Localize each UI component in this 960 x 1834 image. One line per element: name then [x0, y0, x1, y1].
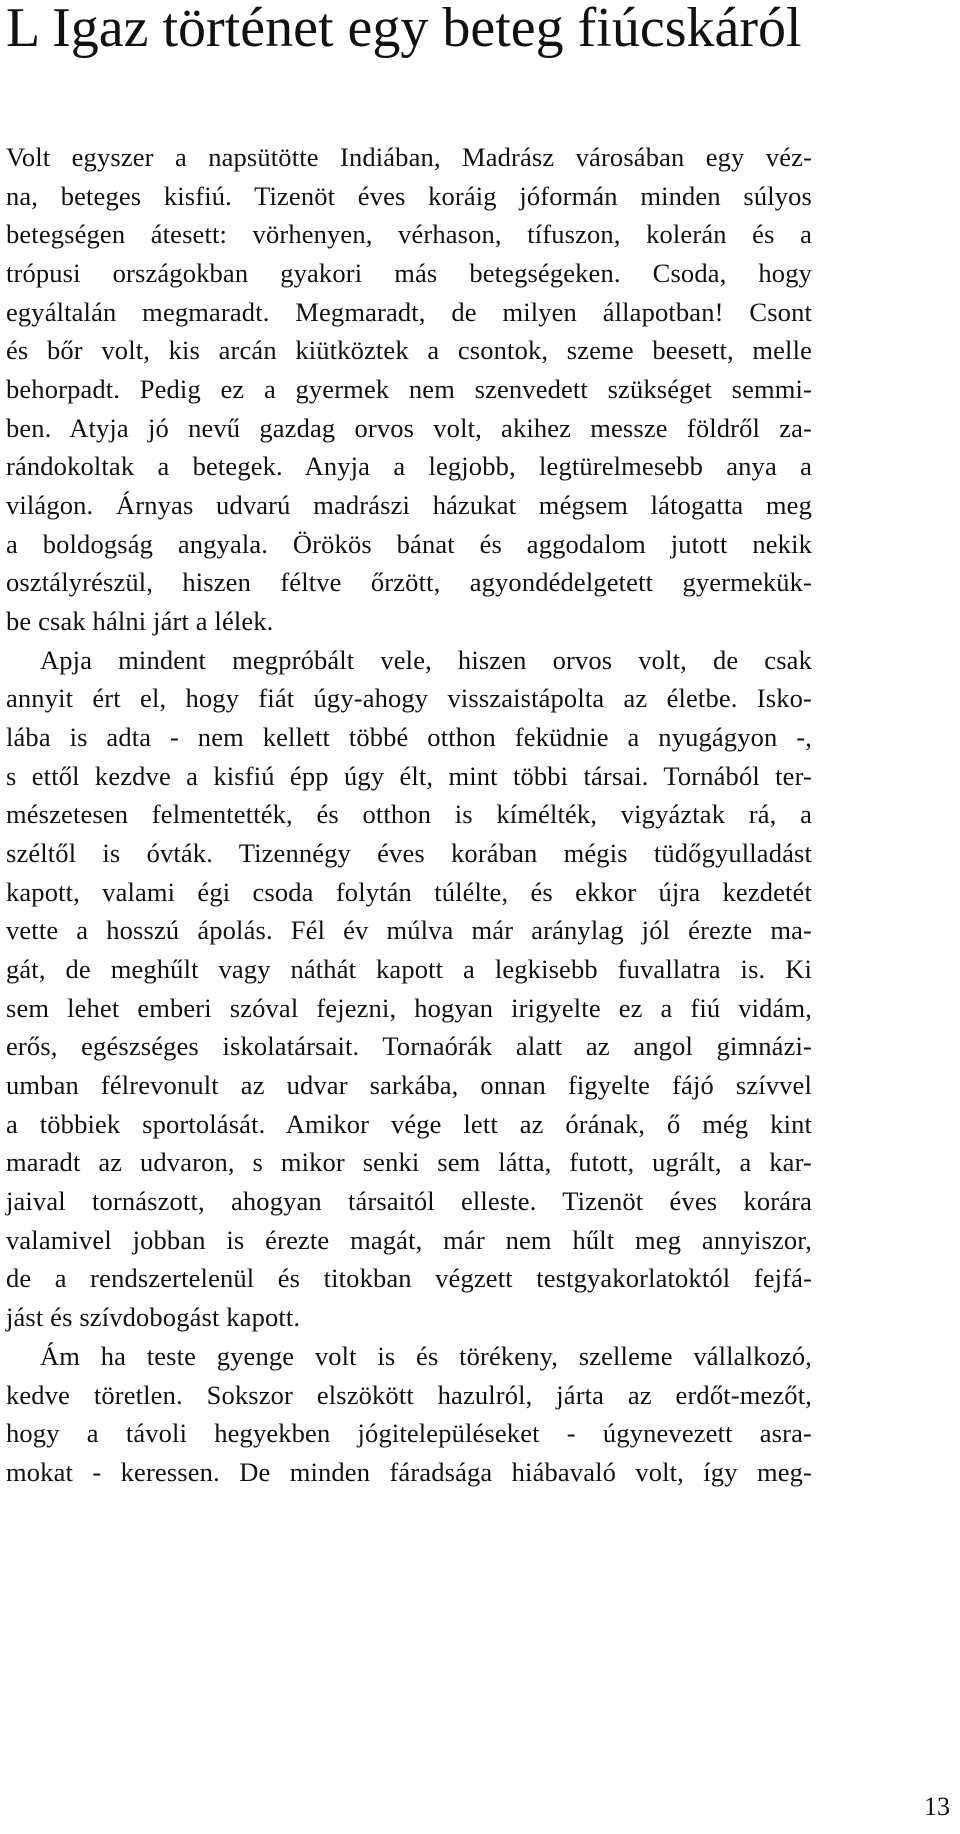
page-number: 13: [924, 1792, 950, 1821]
text-line: osztályrészül, hiszen féltve őrzött, agyondédelgetett gyermekük-: [6, 567, 812, 598]
text-line: mészetesen felmentették, és otthon is kímélték, vigyáztak rá, a: [6, 799, 812, 830]
text-line: kedve töretlen. Sokszor elszökött hazulról, járta az erdőt-mezőt,: [6, 1379, 812, 1410]
text-line: széltől is óvták. Tizennégy éves korában mégis tüdőgyulladást: [6, 838, 812, 869]
text-line: vette a hosszú ápolás. Fél év múlva már aránylag jól érezte ma-: [6, 915, 812, 946]
text-line: egyáltalán megmaradt. Megmaradt, de milyen állapotban! Csont: [6, 296, 812, 327]
text-line: sem lehet emberi szóval fejezni, hogyan irigyelte ez a fiú vidám,: [6, 992, 812, 1023]
body-text: [6, 138, 812, 1492]
text-line: s ettől kezdve a kisfiú épp úgy élt, mint többi társai. Tornából ter-: [6, 760, 812, 791]
text-line: Volt egyszer a napsütötte Indiában, Madrász városában egy véz-: [6, 142, 812, 172]
text-line: lába is adta - nem kellett többé otthon feküdnie a nyugágyon -,: [6, 722, 812, 753]
text-line: rándokoltak a betegek. Anyja a legjobb, legtürelmesebb anya a: [6, 451, 812, 482]
text-line: de a rendszertelenül és titokban végzett testgyakorlatoktól fejfá-: [6, 1263, 812, 1294]
text-line: jást és szívdobogást kapott.: [6, 1302, 301, 1333]
text-line: Ám ha teste gyenge volt is és törékeny, szelleme vállalkozó,: [40, 1340, 812, 1371]
text-line: valamivel jobban is érezte magát, már nem hűlt meg annyiszor,: [6, 1224, 812, 1255]
text-line: ben. Atyja jó nevű gazdag orvos volt, akihez messze földről za-: [6, 412, 812, 443]
text-line: jaival tornászott, ahogyan társaitól elleste. Tizenöt éves korára: [6, 1186, 812, 1217]
text-line: hogy a távoli hegyekben jógitelepüléseket - úgynevezett asra-: [6, 1418, 812, 1449]
text-line: Apja mindent megpróbált vele, hiszen orvos volt, de csak: [40, 644, 812, 675]
text-line: na, beteges kisfiú. Tizenöt éves koráig jóformán minden súlyos: [6, 180, 812, 211]
text-line: gát, de meghűlt vagy náthát kapott a legkisebb fuvallatra is. Ki: [6, 954, 812, 985]
text-line: trópusi országokban gyakori más betegségeken. Csoda, hogy: [6, 258, 812, 289]
text-line: a boldogság angyala. Örökös bánat és aggodalom jutott nekik: [6, 528, 812, 559]
text-line: kapott, valami égi csoda folytán túlélte, és ekkor újra kezdetét: [6, 876, 812, 907]
text-line: maradt az udvaron, s mikor senki sem látta, futott, ugrált, a kar-: [6, 1147, 812, 1178]
text-line: világon. Árnyas udvarú madrászi házukat mégsem látogatta meg: [6, 490, 812, 521]
text-line: mokat - keressen. De minden fáradsága hiábavaló volt, így meg-: [6, 1456, 812, 1487]
chapter-title: L Igaz történet egy beteg fiúcskáról: [6, 0, 802, 59]
text-line: behorpadt. Pedig ez a gyermek nem szenvedett szükséget semmi-: [6, 374, 812, 405]
text-line: be csak hálni járt a lélek.: [6, 606, 274, 637]
text-line: annyit ért el, hogy fiát úgy-ahogy visszaistápolta az életbe. Isko-: [6, 683, 812, 714]
text-line: umban félrevonult az udvar sarkába, onnan figyelte fájó szívvel: [6, 1070, 812, 1101]
text-line: erős, egészséges iskolatársait. Tornaórák alatt az angol gimnázi-: [6, 1031, 812, 1062]
text-line: a többiek sportolását. Amikor vége lett az órának, ő még kint: [6, 1108, 812, 1139]
text-line: betegségen átesett: vörhenyen, vérhason, tífuszon, kolerán és a: [6, 219, 812, 250]
text-line: és bőr volt, kis arcán kiütköztek a csontok, szeme beesett, melle: [6, 335, 812, 366]
